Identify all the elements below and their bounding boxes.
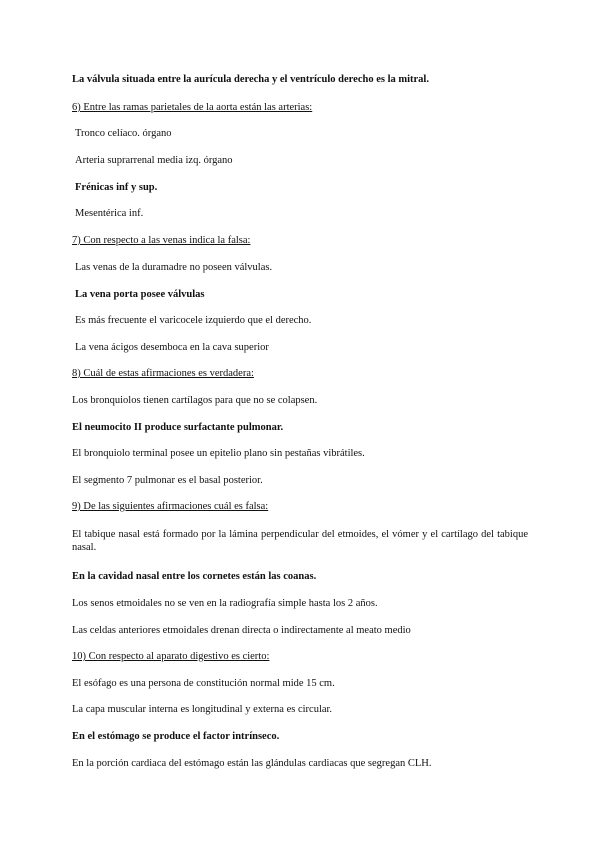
- option-9b-answer: En la cavidad nasal entre los cornetes están las coanas.: [72, 571, 317, 582]
- option-7b-answer: La vena porta posee válvulas: [75, 289, 205, 300]
- option-8a: Los bronquiolos tienen cartílagos para que no se colapsen.: [72, 395, 318, 406]
- question-9-heading: 9) De las siguientes afirmaciones cuál es falsa:: [72, 501, 269, 512]
- question-8-heading: 8) Cuál de estas afirmaciones es verdadera:: [72, 368, 254, 379]
- option-6c-answer: Frénicas inf y sup.: [75, 182, 158, 193]
- question-10-heading: 10) Con respecto al aparato digestivo es cierto:: [72, 651, 270, 662]
- option-6a: Tronco celíaco. órgano: [75, 128, 172, 139]
- option-9a: El tabique nasal está formado por la lámina perpendicular del etmoides, el vómer y el cartílago del tabique nasal.: [72, 529, 528, 553]
- question-6-heading: 6) Entre las ramas parietales de la aorta están las arterias:: [72, 102, 313, 113]
- option-7d: La vena ácigos desemboca en la cava superior: [75, 342, 269, 353]
- option-10b: La capa muscular interna es longitudinal y externa es circular.: [72, 704, 333, 715]
- question-7-heading: 7) Con respecto a las venas indica la falsa:: [72, 235, 251, 246]
- option-7a: Las venas de la duramadre no poseen válvulas.: [75, 262, 273, 273]
- option-8b-answer: El neumocito II produce surfactante pulmonar.: [72, 422, 284, 433]
- option-10d: En la porción cardiaca del estómago están las glándulas cardiacas que segregan CLH.: [72, 758, 432, 769]
- option-7c: Es más frecuente el varicocele izquierdo que el derecho.: [75, 315, 312, 326]
- option-8c: El bronquiolo terminal posee un epitelio plano sin pestañas vibrátiles.: [72, 448, 365, 459]
- option-6d: Mesentérica inf.: [75, 208, 144, 219]
- option-8d: El segmento 7 pulmonar es el basal posterior.: [72, 475, 263, 486]
- option-9d: Las celdas anteriores etmoidales drenan directa o indirectamente al meato medio: [72, 625, 411, 636]
- option-10a: El esófago es una persona de constitución normal mide 15 cm.: [72, 678, 335, 689]
- option-10c-answer: En el estómago se produce el factor intrínseco.: [72, 731, 280, 742]
- option-9c: Los senos etmoidales no se ven en la radiografía simple hasta los 2 años.: [72, 598, 378, 609]
- option-6b: Arteria suprarrenal media izq. órgano: [75, 155, 233, 166]
- statement-mitral-valve: La válvula situada entre la aurícula derecha y el ventrículo derecho es la mitral.: [72, 74, 429, 85]
